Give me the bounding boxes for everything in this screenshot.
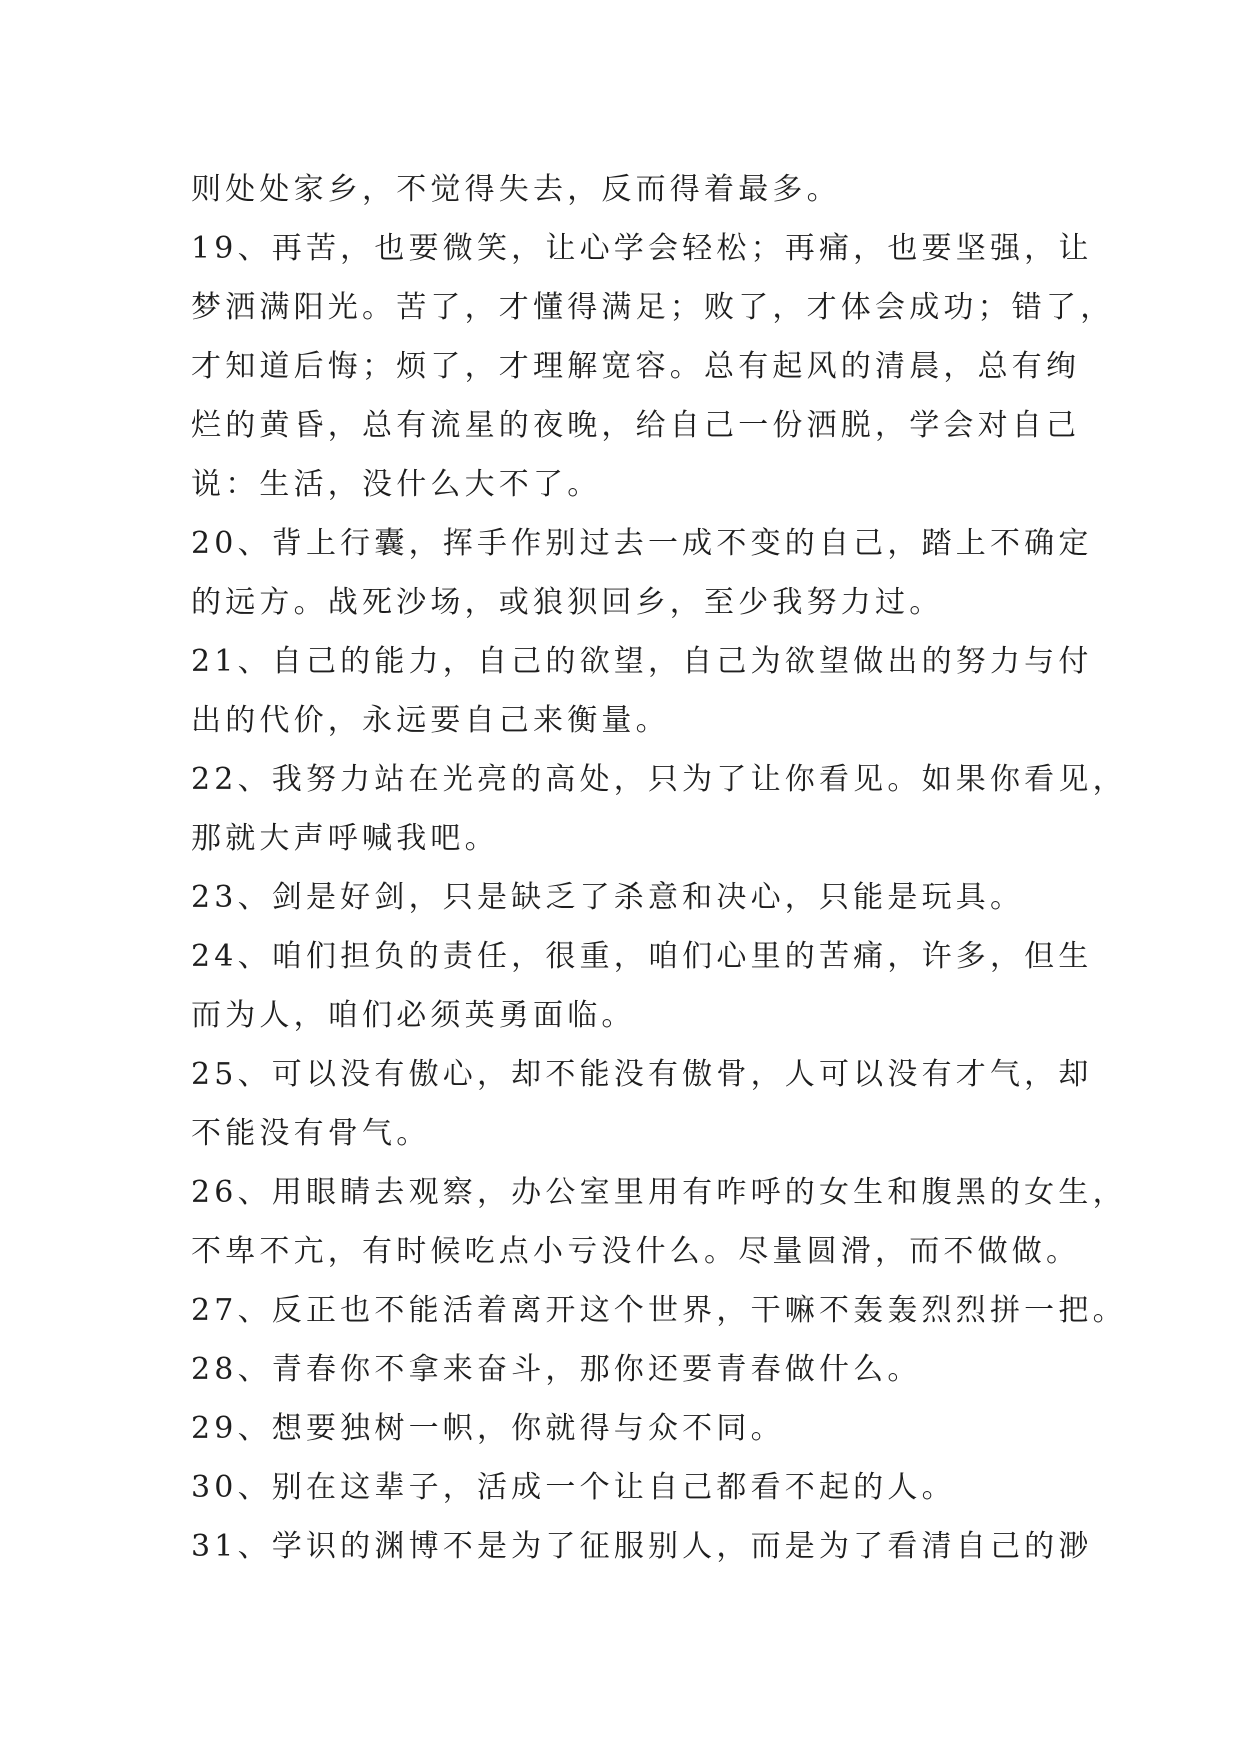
text-line-14: 24、咱们担负的责任，很重，咱们心里的苦痛，许多，但生 — [191, 939, 1093, 974]
text-line-13: 23、剑是好剑，只是缺乏了杀意和决心，只能是玩具。 — [191, 880, 1025, 915]
text-line-2: 19、再苦，也要微笑，让心学会轻松；再痛，也要坚强，让 — [191, 231, 1093, 266]
text-line-3: 梦洒满阳光。苦了，才懂得满足；败了，才体会成功；错了， — [191, 290, 1115, 325]
text-line-4: 才知道后悔；烦了，才理解宽容。总有起风的清晨，总有绚 — [191, 349, 1081, 384]
text-line-24: 31、学识的渊博不是为了征服别人，而是为了看清自己的渺 — [191, 1529, 1093, 1564]
text-line-10: 出的代价，永远要自己来衡量。 — [191, 703, 670, 738]
text-line-6: 说：生活，没什么大不了。 — [191, 467, 602, 502]
text-line-15: 而为人，咱们必须英勇面临。 — [191, 998, 636, 1033]
text-line-18: 26、用眼睛去观察，办公室里用有咋呼的女生和腹黑的女生， — [191, 1175, 1127, 1210]
text-line-17: 不能没有骨气。 — [191, 1116, 431, 1151]
text-line-23: 30、别在这辈子，活成一个让自己都看不起的人。 — [191, 1470, 956, 1505]
text-line-5: 烂的黄昏，总有流星的夜晚，给自己一份洒脱，学会对自己 — [191, 408, 1081, 443]
text-line-7: 20、背上行囊，挥手作别过去一成不变的自己，踏上不确定 — [191, 526, 1093, 561]
document-body — [191, 160, 1127, 1576]
text-line-12: 那就大声呼喊我吧。 — [191, 821, 499, 856]
text-line-19: 不卑不亢，有时候吃点小亏没什么。尽量圆滑，而不做做。 — [191, 1234, 1081, 1269]
text-line-1: 则处处家乡，不觉得失去，反而得着最多。 — [191, 172, 841, 207]
text-line-11: 22、我努力站在光亮的高处，只为了让你看见。如果你看见， — [191, 762, 1127, 797]
text-line-8: 的远方。战死沙场，或狼狈回乡，至少我努力过。 — [191, 585, 944, 620]
text-line-9: 21、自己的能力，自己的欲望，自己为欲望做出的努力与付 — [191, 644, 1093, 679]
text-line-22: 29、想要独树一帜，你就得与众不同。 — [191, 1411, 785, 1446]
text-line-21: 28、青春你不拿来奋斗，那你还要青春做什么。 — [191, 1352, 922, 1387]
text-line-16: 25、可以没有傲心，却不能没有傲骨，人可以没有才气，却 — [191, 1057, 1093, 1092]
text-line-20: 27、反正也不能活着离开这个世界，干嘛不轰轰烈烈拼一把。 — [191, 1293, 1127, 1328]
